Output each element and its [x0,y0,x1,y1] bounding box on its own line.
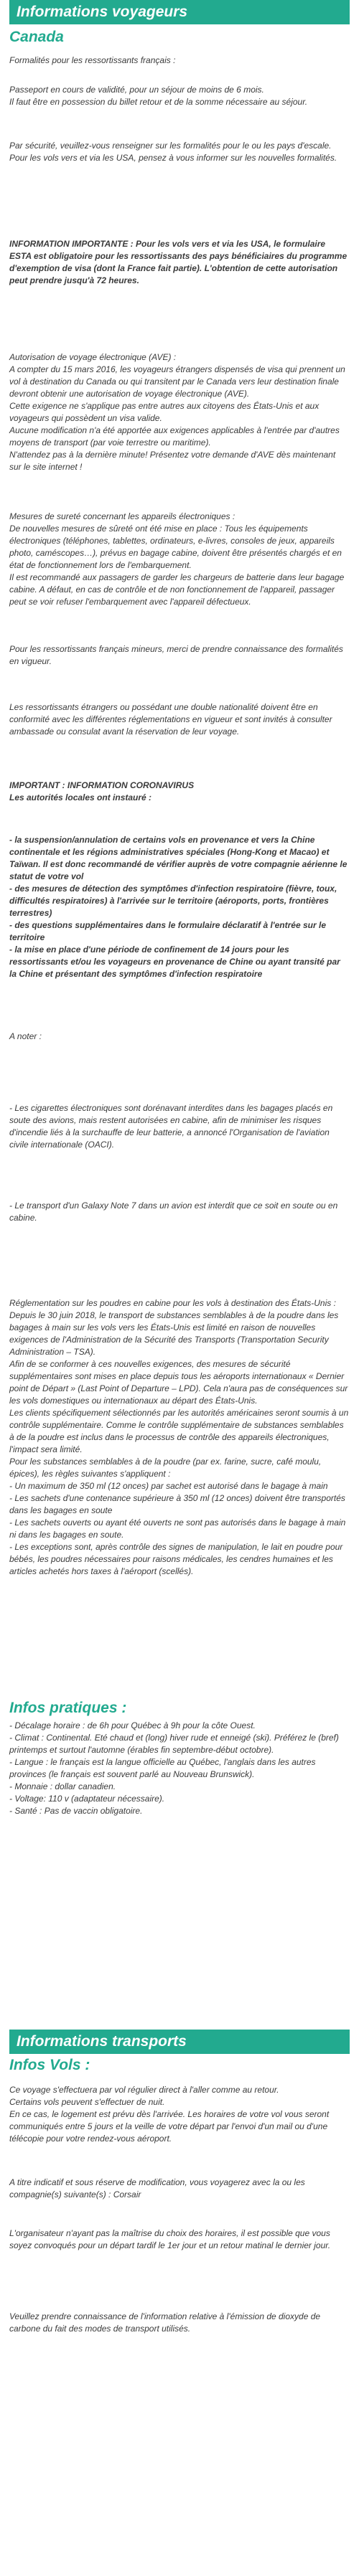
para: Ce voyage s'effectuera par vol régulier direct à l'aller comme au retour. [9,2085,279,2095]
block-electronique [9,511,350,608]
section-travellers [9,0,350,2030]
para: IMPORTANT : INFORMATION CORONAVIRUS [9,780,195,790]
para: Pour les vols vers et via les USA, pensez à vous informer sur les nouvelles formalités. [9,153,337,163]
para: Il faut être en possession du billet retour et de la somme nécessaire au séjour. [9,97,308,107]
para: Les autorités locales ont instauré : [9,792,152,802]
para: Autorisation de voyage électronique (AVE) : [9,352,177,362]
para: - la suspension/annulation de certains vols en provenance et vers la Chine continentale et les régions administratives spéciales (Hong-Kong et Macao) et Taïwan. Il est donc recommandé de vérifier auprès de votre compagnie aérienne le statut de votre vol [9,835,348,881]
block-formalites [9,55,350,67]
para: Passeport en cours de validité, pour un séjour de moins de 6 mois. [9,85,264,95]
country-title: Canada [9,29,64,45]
para: Formalités pour les ressortissants français : [9,55,176,65]
block-cigarettes [9,1102,350,1151]
page [9,0,350,2575]
para: A noter : [9,1031,42,1041]
para: Aucune modification n'a été apportée aux exigences applicables à l'entrée par d'autres moyens de transport (par voie terrestre ou maritime). [9,425,340,448]
para: Mesures de sureté concernant les appareils électroniques : [9,511,236,521]
block-infos-pratiques [9,1700,350,1817]
para: Il est recommandé aux passagers de garder les chargeurs de batterie dans leur bagage cabine. A défaut, en cas de contrôle et de non fonctionnement de l'appareil, passager peut se voir refuser l'embarquement avec l'appareil défectueux. [9,572,345,607]
para: Afin de se conformer à ces nouvelles exigences, des mesures de sécurité supplémentaires sont mises en place depuis tous les aéroports internationaux « Dernier point de Départ » (Last Point of Departure – LPD). Cela n'aura pas de conséquences sur les vols domestiques ou internationaux au départ des États-Unis. [9,1359,348,1406]
infos-pratiques-title: Infos pratiques : [9,1700,127,1716]
block-a-noter [9,1031,350,1043]
block-etrangers [9,701,350,738]
block-passeport [9,84,350,108]
block-galaxy [9,1200,350,1224]
para: Certains vols peuvent s'effectuer de nuit. [9,2097,165,2107]
block-mesures-corona [9,834,350,980]
block-vols [9,2084,350,2145]
para: - Climat : Continental. Eté chaud et (long) hiver rude et enneigé (ski). Préférez le (bref) printemps et surtout l'automne (érables fin septembre-début octobre). [9,1733,339,1755]
block-mineurs [9,643,350,668]
para: - Les cigarettes électroniques sont dorénavant interdites dans les bagages placés en soute des avions, mais restent autorisées en cabine, afin de minimiser les risques d'incendie liés à la surchauffe de leur batterie, a annoncé l'Organisation de l'aviation civile internationale (OACI). [9,1103,333,1150]
para: - Un maximum de 350 ml (12 onces) par sachet est autorisé dans le bagage à main [9,1481,328,1491]
para: De nouvelles mesures de sûreté ont été mise en place : Tous les équipements électroniques (téléphones, tablettes, ordinateurs, e-livres, consoles de jeux, appareils photo, caméscopes…), prévus en bagage cabine, doivent être présentés chargés et en état de fonctionnement lors de l'embarquement. [9,524,342,570]
block-esta [9,238,350,287]
block-co2 [9,2311,350,2335]
para: Par sécurité, veuillez-vous renseigner sur les formalités pour le ou les pays d'escale. [9,141,332,151]
infos-vols-title: Infos Vols : [9,2057,90,2073]
para: - Les sachets ouverts ou ayant été ouverts ne sont pas autorisés dans le bagage à main ni dans les bagages en soute. [9,1517,346,1540]
para: - des questions supplémentaires dans le formulaire déclaratif à l'entrée sur le territoire [9,920,326,942]
block-ave [9,351,350,473]
para: Les clients spécifiquement sélectionnés par les autorités américaines seront soumis à un contrôle supplémentaire. Comme le contrôle supplémentaire de substances semblables à de la poudre est inclus dans le processus de contrôle des appareils électroniques, l'impact sera limité. [9,1408,349,1454]
block-coronavirus [9,780,350,804]
para: - Décalage horaire : de 6h pour Québec à 9h pour la côte Ouest. [9,1720,256,1730]
para: INFORMATION IMPORTANTE : Pour les vols vers et via les USA, le formulaire ESTA est obligatoire pour les ressortissants des pays bénéficiaires du programme d'exemption de visa (dont la France fait partie). L'obtention de cette autorisation peut prendre jusqu'à 72 heures. [9,239,348,285]
para: Veuillez prendre connaissance de l'information relative à l'émission de dioxyde de carbone du fait des modes de transport utilisés. [9,2311,321,2334]
para: - Langue : le français est la langue officielle au Québec, l'anglais dans les autres provinces (le français est souvent parlé au Nouveau Brunswick). [9,1757,316,1779]
para: Pour les substances semblables à de la poudre (par ex. farine, sucre, café moulu, épices), les règles suivantes s'appliquent : [9,1457,322,1479]
block-horaires [9,2227,350,2252]
block-escale [9,140,350,164]
para: A titre indicatif et sous réserve de modification, vous voyagerez avec la ou les compagnie(s) suivante(s) : Corsair [9,2177,305,2199]
para: N'attendez pas à la dernière minute! Présentez votre demande d'AVE dès maintenant sur le site internet ! [9,450,336,472]
para: - Les sachets d'une contenance supérieure à 350 ml (12 onces) doivent être transportés dans les bagages en soute [9,1493,345,1515]
para: A compter du 15 mars 2016, les voyageurs étrangers dispensés de visa qui prennent un vol à destination du Canada ou qui transitent par le Canada vers leur destination finale devront obtenir une autorisation de voyage électronique (AVE). [9,364,345,399]
para: - Les exceptions sont, après contrôle des signes de manipulation, le lait en poudre pour bébés, les poudres nécessaires pour raisons médicales, les cendres humaines et les articles achetés hors taxes à l'aéroport (scellés). [9,1542,343,1576]
para: Depuis le 30 juin 2018, le transport de substances semblables à de la poudre dans les bagages à main sur les vols vers les États-Unis est limité en raison de nouvelles exigences de l'Administration de la Sécurité des Transports (Transportation Security Administration – TSA). [9,1310,339,1357]
section-transports [9,2030,350,2575]
section-header-transports: Informations transports [9,2030,350,2054]
para: Les ressortissants étrangers ou possédant une double nationalité doivent être en conformité avec les différentes réglementations en vigueur et sont invités à consulter ambassade ou consulat avant la réservation de leur voyage. [9,702,332,737]
block-poudres [9,1297,350,1578]
para: - Santé : Pas de vaccin obligatoire. [9,1806,143,1816]
section-header-travellers: Informations voyageurs [9,0,350,24]
para: - Monnaie : dollar canadien. [9,1781,116,1791]
para: - Le transport d'un Galaxy Note 7 dans un avion est interdit que ce soit en soute ou en cabine. [9,1201,338,1223]
para: Cette exigence ne s'applique pas entre autres aux citoyens des États-Unis et aux voyageurs qui possèdent un visa valide. [9,401,320,423]
para: - Voltage: 110 v (adaptateur nécessaire). [9,1794,165,1804]
para: Réglementation sur les poudres en cabine pour les vols à destination des États-Unis : [9,1298,336,1308]
para: L'organisateur n'ayant pas la maîtrise du choix des horaires, il est possible que vous soyez convoqués pour un départ tardif le 1er jour et un retour matinal le dernier jour. [9,2228,331,2250]
para: Pour les ressortissants français mineurs, merci de prendre connaissance des formalités en vigueur. [9,644,343,666]
para: - la mise en place d'une période de confinement de 14 jours pour les ressortissants et/ou les voyageurs en provenance de Chine ou ayant transité par la Chine et présentant des symptômes d'infection respiratoire [9,944,340,979]
block-compagnie [9,2177,350,2201]
para: - des mesures de détection des symptômes d'infection respiratoire (fièvre, toux, difficultés respiratoires) à l'arrivée sur le territoire (aéroports, ports, frontières terrestres) [9,884,337,918]
para: En ce cas, le logement est prévu dès l'arrivée. Les horaires de votre vol vous seront communiqués entre 5 jours et la veille de votre départ par l'envoi d'un mail ou d'une télécopie pour votre rendez-vous aéroport. [9,2109,330,2144]
